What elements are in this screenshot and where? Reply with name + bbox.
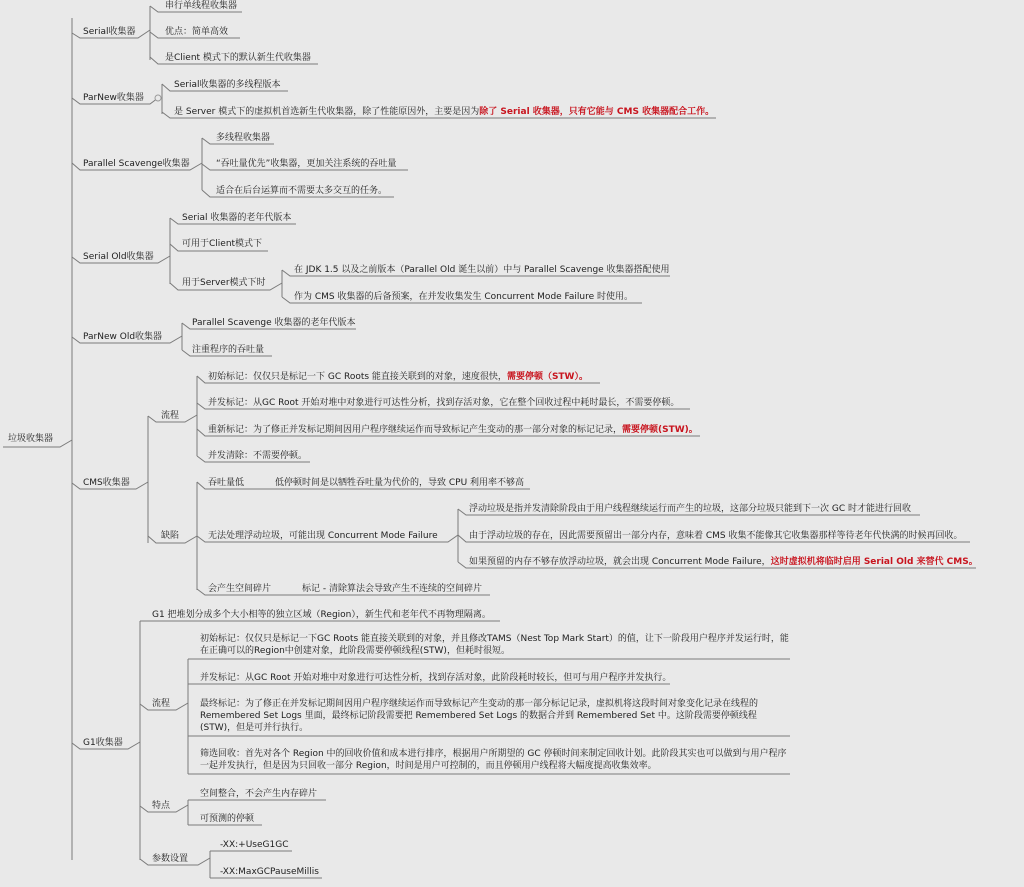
so-server-item[interactable]: 作为 CMS 收集器的后备预案，在并发收集发生 Concurrent Mode Failure 时使用。 <box>294 292 634 302</box>
cms-flow-node[interactable]: 流程 <box>161 411 180 421</box>
ps-item[interactable]: 多线程收集器 <box>216 133 271 143</box>
parallel-scavenge-node[interactable]: Parallel Scavenge收集器 <box>83 159 190 169</box>
cms-flow-highlight: 需要停顿（STW）。 <box>506 372 588 382</box>
cms-node[interactable]: CMS收集器 <box>83 478 130 488</box>
cms-float-text: 如果预留的内存不够存放浮动垃圾，就会出现 Concurrent Mode Failure， <box>469 557 771 567</box>
so-item[interactable]: 用于Server模式下时 <box>182 278 266 288</box>
serial-node[interactable]: Serial收集器 <box>83 27 136 37</box>
collapse-toggle[interactable] <box>155 95 161 101</box>
cms-defect-item[interactable]: 无法处理浮动垃圾，可能出现 Concurrent Mode Failure <box>208 531 438 541</box>
cms-defect-node[interactable]: 缺陷 <box>161 531 180 541</box>
so-item[interactable]: Serial 收集器的老年代版本 <box>182 213 292 223</box>
so-item[interactable]: 可用于Client模式下 <box>182 239 263 249</box>
ps-item[interactable]: “吞吐量优先”收集器，更加关注系统的吞吐量 <box>216 159 397 169</box>
cms-float-item[interactable]: 由于浮动垃圾的存在，因此需要预留出一部分内存，意味着 CMS 收集不能像其它收集器那样等待老年代快满的时候再回收。 <box>469 531 963 541</box>
cms-defect-item[interactable]: 会产生空间碎片 <box>208 584 272 594</box>
g1-intro[interactable]: G1 把堆划分成多个大小相等的独立区域（Region），新生代和老年代不再物理隔离。 <box>152 610 491 620</box>
serial-item[interactable]: 串行单线程收集器 <box>165 1 238 11</box>
cms-flow-text: 重新标记：为了修正并发标记期间因用户程序继续运作而导致标记产生变动的那一部分对象的标记记录， <box>208 425 623 435</box>
g1-flow-item[interactable]: 最终标记：为了修正在并发标记期间因用户程序继续运作而导致标记产生变动的那一部分标记记录，虚拟机将这段时间对象变化记录在线程的 Remembered Set Logs 里面，最终标记阶段需要把 Remembered Set Logs 的数据合并到 Remembered Set 中。这阶段需要停顿线程(STW)，但是可并行执行。 <box>200 699 759 733</box>
pno-item[interactable]: Parallel Scavenge 收集器的老年代版本 <box>192 318 356 328</box>
cms-flow-text: 初始标记：仅仅只是标记一下 GC Roots 能直接关联到的对象，速度很快， <box>208 372 507 382</box>
g1-flow-item[interactable]: 并发标记：从GC Root 开始对堆中对象进行可达性分析，找到存活对象，此阶段耗时较长，但可与用户程序并发执行。 <box>200 673 672 683</box>
serial-old-node[interactable]: Serial Old收集器 <box>83 252 154 262</box>
parnew-item-highlight: 除了 Serial 收集器，只有它能与 CMS 收集器配合工作。 <box>479 107 715 117</box>
ps-item[interactable]: 适合在后台运算而不需要太多交互的任务。 <box>216 186 388 196</box>
cms-flow-item[interactable]: 并发标记：从GC Root 开始对堆中对象进行可达性分析，找到存活对象，它在整个回收过程中耗时最长，不需要停顿。 <box>208 398 680 408</box>
parnew-item[interactable] <box>174 106 714 118</box>
parnew-old-node[interactable]: ParNew Old收集器 <box>83 332 163 342</box>
g1-node[interactable]: G1收集器 <box>83 738 123 748</box>
pno-item[interactable]: 注重程序的吞吐量 <box>192 345 265 355</box>
g1-param-item[interactable]: -XX:MaxGCPauseMillis <box>220 867 319 877</box>
root-node[interactable]: 垃圾收集器 <box>8 434 54 444</box>
cms-flow-highlight: 需要停顿(STW)。 <box>622 425 698 435</box>
cms-defect-item[interactable]: 吞吐量低 <box>208 478 245 488</box>
cms-flow-item[interactable] <box>208 424 698 436</box>
cms-defect-desc[interactable]: 低停顿时间是以牺牲吞吐量为代价的，导致 CPU 利用率不够高 <box>275 478 525 488</box>
cms-float-item[interactable] <box>469 556 978 568</box>
cms-flow-item[interactable] <box>208 371 588 383</box>
g1-feature-item[interactable]: 可预测的停顿 <box>200 814 255 824</box>
g1-feature-item[interactable]: 空间整合，不会产生内存碎片 <box>200 789 318 799</box>
g1-flow-item[interactable]: 初始标记：仅仅只是标记一下GC Roots 能直接关联到的对象，并且修改TAMS（Nest Top Mark Start）的值，让下一阶段用户程序并发运行时，能在正确可以的Region中创建对象，此阶段需要停顿线程(STW)，但耗时很短。 <box>200 634 789 656</box>
serial-item[interactable]: 优点：简单高效 <box>165 27 229 37</box>
cms-float-item[interactable]: 浮动垃圾是指并发清除阶段由于用户线程继续运行而产生的垃圾，这部分垃圾只能到下一次 GC 时才能进行回收 <box>469 504 911 514</box>
g1-param-item[interactable]: -XX:+UseG1GC <box>220 840 289 850</box>
g1-flow-node[interactable]: 流程 <box>152 699 171 709</box>
cms-flow-item[interactable]: 并发清除：不需要停顿。 <box>208 451 308 461</box>
g1-feature-node[interactable]: 特点 <box>152 801 171 811</box>
cms-defect-desc[interactable]: 标记 - 清除算法会导致产生不连续的空间碎片 <box>302 584 482 594</box>
g1-param-node[interactable]: 参数设置 <box>152 854 189 864</box>
serial-item[interactable]: 是Client 模式下的默认新生代收集器 <box>165 53 311 63</box>
g1-flow-item[interactable]: 筛选回收：首先对各个 Region 中的回收价值和成本进行排序，根据用户所期望的 GC 停顿时间来制定回收计划。此阶段其实也可以做到与用户程序一起并发执行，但是因为只回收一部分 Region，时间是用户可控制的，而且停顿用户线程将大幅度提高收集效率。 <box>200 749 787 771</box>
so-server-item[interactable]: 在 JDK 1.5 以及之前版本（Parallel Old 诞生以前）中与 Parallel Scavenge 收集器搭配使用 <box>294 265 670 275</box>
parnew-node[interactable]: ParNew收集器 <box>83 93 144 103</box>
parnew-item-text: 是 Server 模式下的虚拟机首选新生代收集器，除了性能原因外，主要是因为 <box>174 107 480 117</box>
parnew-item[interactable]: Serial收集器的多线程版本 <box>174 80 281 90</box>
cms-float-highlight: 这时虚拟机将临时启用 Serial Old 来替代 CMS。 <box>770 557 978 567</box>
